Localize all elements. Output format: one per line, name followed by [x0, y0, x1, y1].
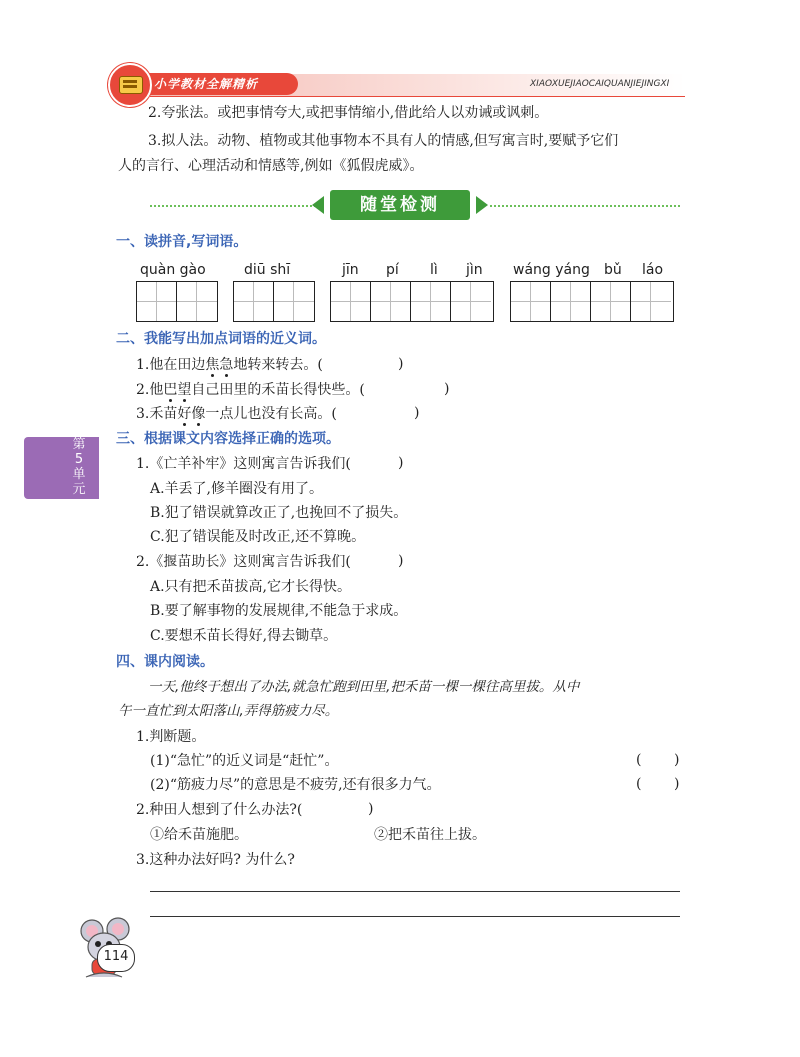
section-4-heading: 四、课内阅读。	[116, 654, 214, 670]
unit-tab-char: 元	[72, 482, 86, 497]
answer-line-2[interactable]	[150, 916, 680, 917]
answer-blank-close[interactable]: )	[398, 356, 404, 372]
series-pinyin: XIAOXUEJIAOCAIQUANJIEJINGXI	[530, 79, 670, 89]
answer-grid-1[interactable]	[136, 281, 218, 322]
answer-cell[interactable]	[511, 282, 551, 321]
banner-left-rule	[150, 205, 320, 207]
synonym-question-1: 1.他在田边焦急地转来转去。(	[136, 357, 323, 373]
answer-cell[interactable]	[137, 282, 177, 321]
series-title: 小学教材全解精析	[154, 77, 259, 91]
answer-blank-close[interactable]: )	[444, 381, 450, 397]
answer-blank-close[interactable]: )	[398, 553, 404, 569]
choice-option[interactable]: B.要了解事物的发展规律,不能急于求成。	[150, 603, 408, 619]
synonym-question-3: 3.禾苗好像一点儿也没有长高。(	[136, 406, 337, 422]
pinyin-li: lì	[430, 262, 438, 278]
answer-grid-4[interactable]	[510, 281, 674, 322]
reading-question-2: 2.种田人想到了什么办法?(	[136, 802, 303, 818]
answer-line-1[interactable]	[150, 891, 680, 892]
pinyin-bu: bǔ	[604, 262, 622, 278]
answer-cell[interactable]	[551, 282, 591, 321]
pinyin-diu-shi: diū shī	[244, 262, 291, 278]
passage-line-1: 一天,他终于想出了办法,就急忙跑到田里,把禾苗一棵一棵往高里拔。从中	[148, 679, 580, 695]
answer-grid-3[interactable]	[330, 281, 494, 322]
banner-right-rule	[490, 205, 680, 207]
banner-right-arrow-icon	[476, 196, 488, 214]
answer-cell[interactable]	[631, 282, 671, 321]
section-3-heading: 三、根据课文内容选择正确的选项。	[116, 431, 340, 447]
banner-title: 随堂检测	[330, 190, 470, 220]
answer-cell[interactable]	[234, 282, 274, 321]
answer-cell[interactable]	[371, 282, 411, 321]
dotted-char: 望	[177, 382, 192, 398]
banner-left-arrow-icon	[312, 196, 324, 214]
answer-blank-close[interactable]: )	[368, 801, 374, 817]
section-1-heading: 一、读拼音,写词语。	[116, 234, 248, 250]
answer-cell[interactable]	[274, 282, 314, 321]
choice-option[interactable]: C.犯了错误能及时改正,还不算晚。	[150, 529, 366, 545]
intro-line-3: 人的言行、心理活动和情感等,例如《狐假虎威》。	[118, 158, 424, 174]
passage-line-2: 午一直忙到太阳落山,弄得筋疲力尽。	[118, 703, 339, 719]
pinyin-quan-gao: quàn gào	[140, 262, 206, 278]
dotted-char: 像	[191, 406, 206, 422]
pinyin-lao: láo	[642, 262, 664, 278]
page-number: 114	[103, 949, 129, 964]
choice-question-1: 1.《亡羊补牢》这则寓言告诉我们(	[136, 456, 351, 472]
answer-grid-2[interactable]	[233, 281, 315, 322]
judge-blank-close[interactable]: )	[674, 776, 680, 792]
judge-item-2: (2)“筋疲力尽”的意思是不疲劳,还有很多力气。	[150, 777, 441, 793]
intro-line-2: 3.拟人法。动物、植物或其他事物本不具有人的情感,但写寓言时,要赋予它们	[148, 133, 619, 149]
section-2-heading: 二、我能写出加点词语的近义词。	[116, 331, 326, 347]
answer-cell[interactable]	[411, 282, 451, 321]
judge-blank-open[interactable]: (	[636, 776, 642, 792]
header-rule	[150, 96, 685, 97]
unit-tab-char: 单	[72, 467, 86, 482]
choice-option[interactable]: A.羊丢了,修羊圈没有用了。	[150, 481, 324, 497]
pinyin-wang-yang: wáng yáng	[513, 262, 590, 278]
pinyin-pi: pí	[386, 262, 399, 278]
judge-blank-close[interactable]: )	[674, 752, 680, 768]
choice-option[interactable]: B.犯了错误就算改正了,也挽回不了损失。	[150, 505, 408, 521]
intro-line-1: 2.夸张法。或把事情夸大,或把事情缩小,借此给人以劝诫或讽刺。	[148, 105, 549, 121]
judge-item-1: (1)“急忙”的近义词是“赶忙”。	[150, 753, 339, 769]
unit-tab-char: 第	[72, 437, 86, 452]
pinyin-jin1: jīn	[342, 262, 359, 278]
answer-cell[interactable]	[331, 282, 371, 321]
choice-option[interactable]: C.要想禾苗长得好,得去锄草。	[150, 628, 338, 644]
dotted-char: 焦	[205, 357, 220, 373]
judge-blank-open[interactable]: (	[636, 752, 642, 768]
pinyin-jin4: jìn	[466, 262, 483, 278]
logo-badge	[108, 63, 152, 107]
unit-tab-char: 5	[74, 452, 84, 467]
reading-question-3: 3.这种办法好吗? 为什么?	[136, 852, 295, 868]
answer-cell[interactable]	[451, 282, 491, 321]
answer-blank-close[interactable]: )	[398, 455, 404, 471]
synonym-question-2: 2.他巴望自己田里的禾苗长得快些。(	[136, 382, 365, 398]
choice-option[interactable]: A.只有把禾苗拔高,它才长得快。	[150, 579, 352, 595]
reading-option-2[interactable]: ②把禾苗往上拔。	[374, 827, 486, 843]
reading-option-1[interactable]: ①给禾苗施肥。	[150, 827, 248, 843]
dotted-char: 巴	[163, 382, 178, 398]
dotted-char: 急	[219, 357, 234, 373]
answer-cell[interactable]	[591, 282, 631, 321]
reading-question-1: 1.判断题。	[136, 729, 206, 745]
answer-blank-close[interactable]: )	[414, 405, 420, 421]
dotted-char: 好	[177, 406, 192, 422]
choice-question-2: 2.《揠苗助长》这则寓言告诉我们(	[136, 554, 351, 570]
answer-cell[interactable]	[177, 282, 217, 321]
